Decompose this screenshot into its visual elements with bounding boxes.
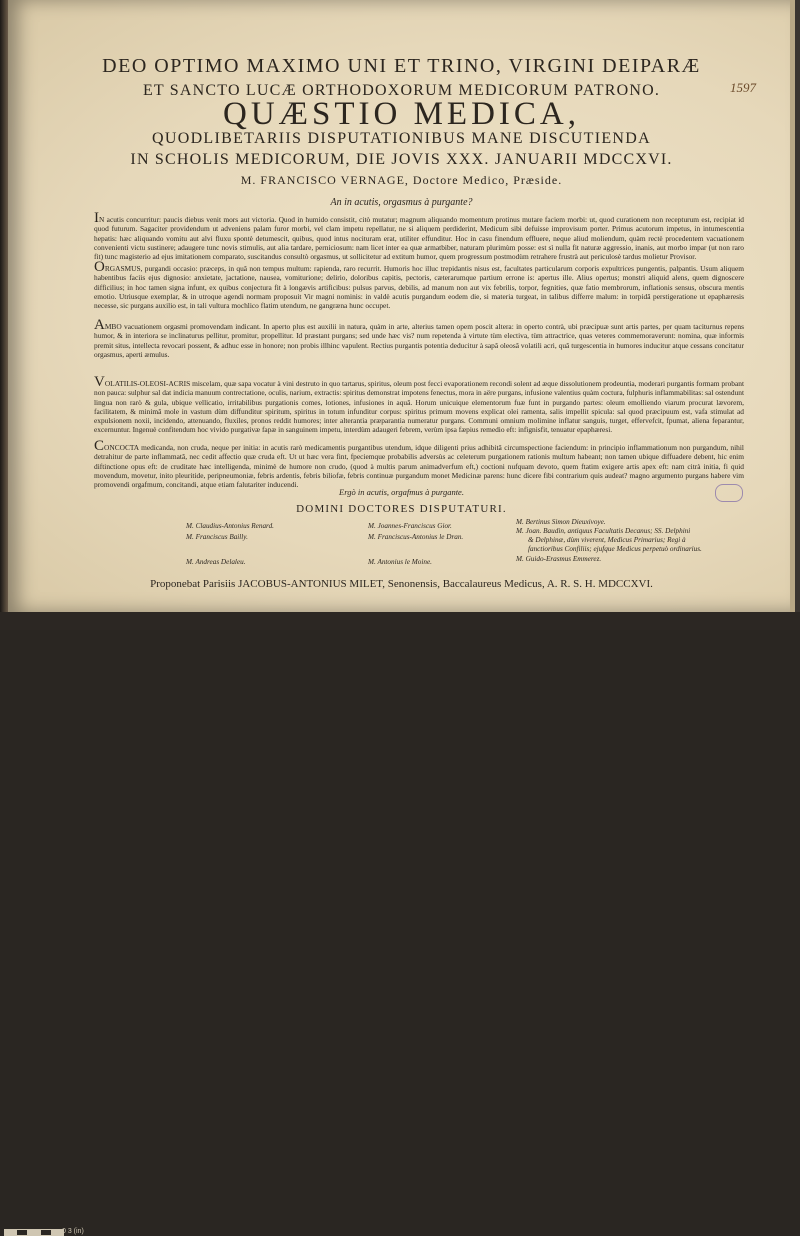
drop-initial: C: [94, 438, 105, 454]
drop-initial: A: [94, 317, 105, 333]
paragraph-2: [94, 259, 744, 311]
doctor-name: M. Claudius-Antonius Renard.: [186, 522, 274, 530]
handwritten-shelfmark: 1597: [730, 80, 756, 95]
drop-initial: O: [94, 259, 105, 275]
proponebat-line: Proponebat Parisiis JACOBUS-ANTONIUS MILET, Senonensis, Baccalaureus Medicus, A. R. S. H. MDCCXVI.: [150, 578, 653, 590]
praeses-line: M. FRANCISCO VERNAGE, Doctore Medico, Præside.: [240, 173, 563, 187]
paragraph-text: RGASMUS, purgandi occasio: præceps, in quâ non tempus multum: rapienda, raro recurrit. Humoris hoc illuc trepidantis nisus est, facultates particularum corporis expultrices pungentis, palpantis. Usum aliquem habentibus faciis ejus dignosio: anxietate, jactatione, nausea, vomiturione; delirio, doloribus capitis, pectoris, cæterarumque partium errone is: apertus ille. Alius opertus; monstri aliquid alens, quem dignoscere difficilius; in hoc tamen signa infunt, ex quibus conjectura fit à longævis artificibus: pulsus parvus, debilis, ad manum non aut vix febrilis, torpor, fegnities, quæ fatio membrorum, inflationis sensus, obscura mentis emotio. Utriusque exemplar, & in utroque agendi normam proposuit Vir magni nominis: in valdè acutis purgandum eodem die, si materia turgeat, in talibus differre malum: in torpidâ perstigeratione ut epaphæresis necesse, sic purgans auxilio est, in tali vultura mochlico flatim utendum, ne gangræna hunc occupet.: [94, 264, 744, 311]
doctor-name: & Delphinæ, dùm viverent, Medicus Primarius; Regi à: [528, 536, 686, 544]
paragraph-4: [94, 374, 744, 435]
paragraph-text: N acutis concurritur: paucis diebus venit mors aut victoria. Quod in humido consistit, citò mutatur; magnum aliquando momentum protinus mutare faciem morbi: ut, quod curationem non recepturum est, recipiat id quod futurum. Sagaciter providendum ut adveniens palam furor morbi, vel clam impetu repellatur, ne si aliquem perdiderint, Medicum sibi defuisse improvisum porter. Primus acutorum impetus, in intumescentia hepatis: hæc aliquando vomitu aut alvi fluxu spontè detumescit, quibus, quod intus nocituram erat, utiliter effunditur. Hoc in casu finendum effluere, neque aliud moliendum, quàm rectè procedentem vacuationem convenienti victu sustinere; adaugere tunc novis stimulis, aut alia tardare, perniciosum: nam licet inter ea quæ armatbiber, naturam plurimùm posse: est sì nulla fit naturæ aggressio, inanis, aut morbo impar (ut non raro fit) tunc magisterio ad ejus imitationem comparato, suscitandus consultò orgasmus, ut sollicitetur ad extitum humor, quem progressum postmodùm retrahere frustrà aut periculosè tardus molietur Provisor.: [94, 215, 744, 262]
dedication-line-2: ET SANCTO LUCÆ ORTHODOXORUM MEDICORUM PATRONO.: [142, 82, 661, 99]
subtitle-line-1: QUODLIBETARIIS DISPUTATIONIBUS MANE DISCUTIENDA: [152, 130, 651, 147]
dedication-line-1: DEO OPTIMO MAXIMO UNI ET TRINO, VIRGINI DEIPARÆ: [102, 55, 701, 77]
page-title: QUÆSTIO MEDICA,: [223, 96, 580, 132]
doctor-name: M. Joan. Baudin, antiquus Facultatis Decanus; SS. Delphini: [516, 527, 691, 535]
document-page: [8, 0, 795, 612]
doctors-heading: DOMINI DOCTORES DISPUTATURI.: [296, 503, 507, 515]
scale-ruler: [4, 1229, 64, 1235]
conclusion-line: Ergò in acutis, orgafmus à purgante.: [339, 487, 464, 497]
viewer-footer: [0, 612, 800, 1235]
paragraph-3: [94, 317, 744, 359]
doctor-name: M. Franciscus-Antonius le Dran.: [368, 533, 464, 541]
drop-initial: I: [94, 210, 99, 226]
question-heading: An in acutis, orgasmus à purgante?: [330, 197, 473, 208]
doctor-name: M. Joannes-Franciscus Gior.: [368, 522, 452, 530]
paragraph-5: [94, 438, 744, 490]
doctor-name: M. Antonius le Moine.: [368, 558, 432, 566]
doctor-name: M. Bertinus Simon Dieuxivoye.: [516, 518, 606, 526]
doctor-name: M. Andreas Delaleu.: [186, 558, 246, 566]
doctor-name: M. Franciscus Bailly.: [186, 533, 248, 541]
drop-initial: V: [94, 374, 105, 390]
doctor-name: M. Guido-Erasmus Emmerez.: [516, 555, 602, 563]
library-stamp: [715, 484, 743, 502]
subtitle-line-2: IN SCHOLIS MEDICORUM, DIE JOVIS XXX. JANUARII MDCCXVI.: [130, 151, 673, 168]
book-gutter: [0, 0, 8, 630]
paragraph-text: OLATILIS-OLEOSI-ACRIS miscelam, quæ sapa vocatur à vini destruto in quo tartarus, spiritus, oleum post fecci evaporationem recondi solent ad æque dissolutionem prodeuntia, moderari purgantis formam probant non pauca: sulphur sal dat indicia manuum contrectatione, oculis, narium, extractis: spiritus demonstrat impotens fenectus, mora in aëre purgans, infusione valentius quàm coctura, fulphuris inflammabilitas: sal ostendunt lingua non rarò & gula, ubique vellicatio, irritabilibus purgationis comes, lotiones, infusiones in aquâ. Horum unicuique elementorum fuæ funt in purgando partes: oleum emolliendo viarum procurat lævorem, facilitatem, & minimâ mole in vastum dùm diffunditur spiritum, spiritus in totum infunditur corpus: spiritus primum movens explicat olei ramenta, salis impellit spicula: sal quod præcipuum est, vafa stimulat ad expulsionem noxii, incidendo, attenuando, fluxiles, pronos reddit humores; inter alterantia præparantia numeratur purgans. Communi omnium molimine inflatur sanguis, turget, effervefcit, fpumat, aliena feparantur, excernuntur. Ingenuè confitendum hoc vivido purgativæ fapæ in sanguinem impetu, interdùm adaugeri febrem, verùm ipsa fæpius remedio eft: infignisfit, tenuatur epaphæresi.: [94, 379, 744, 435]
doctor-name: fanctioribus Confiliis; ejufque Medicus perpetuò ordinarius.: [528, 545, 702, 553]
scale-label: 0 3 (in): [62, 1228, 84, 1235]
paragraph-text: MBO vacuationem orgasmi promovendam indicant. In aperto plus est auxilii in natura, quàm in arte, alterius tamen opem poscit altera: in operto contrà, ubi præcipuæ sunt artis partes, per quam taciturnus repens humor, & in interiora se inclinaturus pellitur, promitur, propellitur. Id præstant purgans; sed unde hæc vis? num repetenda à virtute tùm electiva, tùm attractrice, quas veteres commemoraverunt: nomina, quæ informis premit situs, intellecta revocari possent, & adhuc esse in honore; non probis illhinc vapulent. Rectius purgantis potentia deducitur à sapâ oleosâ volatili acri, quâ turgescentia in humores inducitur atque cessans concitatur orgasmus, aperti æmulus.: [94, 322, 744, 359]
paragraph-text: ONCOCTA medicanda, non cruda, neque per initia: in acutis rarò medicamentis purgantibus utendum, idque diligenti prius adhibitâ circumspectione faciendum: in principio inflammationum non purgandum, nihil detrahitur de parte inflammatâ, nec cedit affectio quæ cruda eft. Ut ut hæc vera fint, fpeciemque probabilis adversùs ac celeterum purgationem rationis multum habeant; non tamen ubique diffuadere debent, hic enim diftinctione opus eft: de cruditate hæc intelligenda, minimè de humore non crudo, (quod à multis parum animadverfum eft,) coctioni nufquam devoto, quem ftatim exigere artis apex eft: nam citrà initia, fi quid movendum, movetur, inito pleuritide, peripneumoniæ, febris ardentis, febris biliofæ, febris continuæ purgandum monet Medicinæ parens: hunc dicere fibi contrarium quis audeat? magno argumento purgans habere vim promovendi orgafmum, concitandi, atque etiam falutariter inducendi.: [94, 443, 744, 490]
paragraph-1: [94, 210, 744, 262]
